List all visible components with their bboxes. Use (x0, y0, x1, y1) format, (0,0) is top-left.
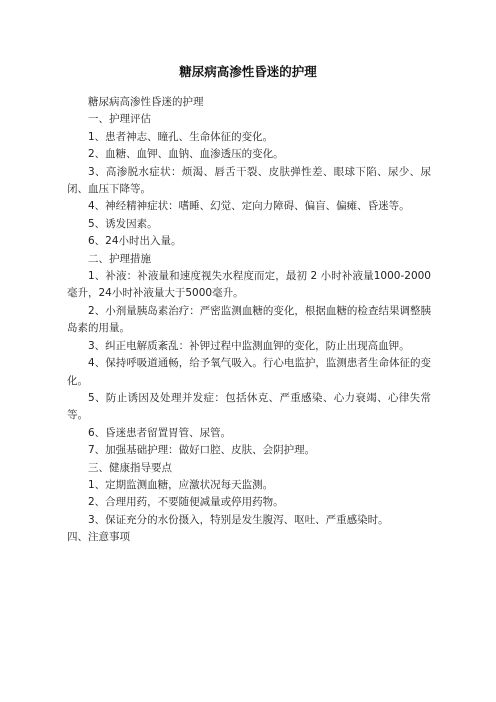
paragraph: 3、高渗脱水症状：烦渴、唇舌干裂、皮肤弹性差、眼球下陷、尿少、尿闭、血压下降等。 (67, 165, 431, 196)
paragraph: 3、保证充分的水份摄入，特别是发生腹泻、呕吐、严重感染时。 (88, 513, 389, 526)
paragraph: 2、小剂量胰岛素治疗：严密监测血糖的变化，根据血糖的检查结果调整胰岛素的用量。 (67, 304, 431, 335)
document-title: 糖尿病高渗性昏迷的护理 (179, 64, 317, 79)
paragraph: 1、定期监测血糖，应激状况每天监测。 (88, 478, 274, 491)
paragraph: 4、保持呼吸道通畅，给予氧气吸入。行心电监护，监测患者生命体征的变化。 (67, 357, 431, 387)
document-body (67, 94, 431, 547)
paragraph: 3、纠正电解质紊乱：补钾过程中监测血钾的变化，防止出现高血钾。 (88, 339, 410, 352)
paragraph: 5、诱发因素。 (88, 217, 158, 230)
paragraph: 5、防止诱因及处理并发症：包括休克、严重感染、心力衰竭、心律失常等。 (67, 391, 431, 422)
section-heading: 三、健康指导要点 (88, 461, 172, 474)
paragraph: 6、昏迷患者留置胃管、尿管。 (88, 426, 232, 439)
paragraph: 1、患者神志、瞳孔、生命体征的变化。 (88, 130, 274, 143)
paragraph: 4、神经精神症状：嗜睡、幻觉、定向力障碍、偏盲、偏瘫、昏迷等。 (88, 200, 410, 213)
paragraph: 1、补液：补液量和速度视失水程度而定，最初 2 小时补液量1000-2000毫升，24小时补液量大于5000毫升。 (67, 270, 431, 300)
paragraph: 6、24小时出入量。 (88, 235, 182, 248)
section-heading: 四、注意事项 (67, 531, 130, 544)
paragraph: 2、血糖、血钾、血钠、血渗透压的变化。 (88, 148, 284, 161)
section-heading: 二、护理措施 (88, 252, 151, 265)
paragraph: 糖尿病高渗性昏迷的护理 (88, 96, 204, 108)
paragraph: 2、合理用药，不要随便减量或停用药物。 (88, 496, 284, 509)
paragraph: 7、加强基础护理：做好口腔、皮肤、会阴护理。 (88, 444, 316, 457)
section-heading: 一、护理评估 (88, 113, 151, 126)
